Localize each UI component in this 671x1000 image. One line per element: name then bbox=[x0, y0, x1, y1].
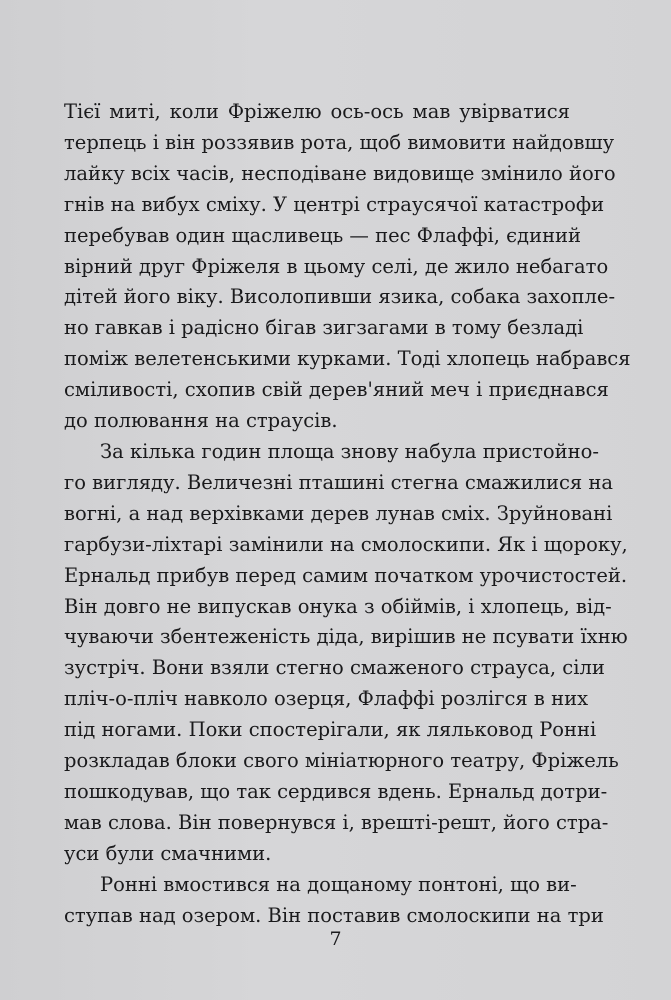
text-line: перебував один щасливець — пес Флаффі, єдиний bbox=[64, 223, 582, 247]
text-line: дітей його віку. Висолопивши язика, собака захоплe- bbox=[64, 285, 616, 309]
text-line: сміливості, схопив свій дерев'яний меч і приєднався bbox=[64, 378, 609, 402]
text-line: до полювання на страусів. bbox=[64, 409, 338, 433]
text-line: гарбузи-ліхтарі замінили на смолоскипи. Як і щороку, bbox=[64, 532, 628, 556]
paragraph-2 bbox=[64, 437, 628, 870]
page-number: 7 bbox=[329, 928, 342, 950]
text-line: Він довго не випускав онука з обіймів, і хлопець, від- bbox=[64, 594, 612, 618]
paragraph-1 bbox=[64, 97, 631, 437]
text-line: мав слова. Він повернувся і, врешті-решт, його стра- bbox=[64, 810, 609, 834]
text-line: Ронні вмостився на дощаному понтоні, що ви- bbox=[100, 872, 577, 896]
text-line: гнів на вибух сміху. У центрі страусячої катастрофи bbox=[64, 192, 605, 216]
text-line: зустріч. Вони взяли стегно смаженого страуса, сіли bbox=[64, 656, 605, 680]
text-line: уси були смачними. bbox=[64, 841, 272, 865]
text-line: поміж велетенськими курками. Тоді хлопець набрався bbox=[64, 347, 631, 371]
text-line: пліч-о-пліч навколо озерця, Флаффі розлігся в них bbox=[64, 687, 589, 711]
text-line: но гавкав і радісно бігав зигзагами в тому безладі bbox=[64, 316, 584, 340]
text-line: вогні, а над верхівками дерев лунав сміх. Зруйновані bbox=[64, 501, 613, 525]
text-line: пошкодував, що так сердився вдень. Ернальд дотри- bbox=[64, 779, 608, 803]
text-line: розкладав блоки свого мініатюрного театру, Фріжель bbox=[64, 749, 619, 773]
text-line: під ногами. Поки спостерігали, як лялькoвод Ронні bbox=[64, 718, 597, 742]
text-line: Ернальд прибув перед самим початком урочистостей. bbox=[64, 563, 628, 587]
text-line: ступав над озером. Він поставив смолоскипи на три bbox=[64, 903, 604, 927]
text-line: За кілька годин площа знову набула пристойно- bbox=[100, 439, 599, 463]
text-line: вірний друг Фріжеля в цьому селі, де жило небагато bbox=[64, 254, 609, 278]
text-line: чуваючи збентеженість діда, вирішив не псувати їхню bbox=[64, 625, 628, 649]
paragraph-3 bbox=[64, 870, 604, 932]
text-line: Тієї миті, коли Фріжелю ось-ось мав увірватися bbox=[64, 100, 570, 123]
text-line: терпець і він роззявив рота, щоб вимовити найдовшу bbox=[64, 130, 615, 154]
text-line: лайку всіх часів, несподіване видовище змінило його bbox=[64, 161, 616, 185]
text-line: го вигляду. Величезні пташині стегна смажилися на bbox=[64, 470, 613, 494]
body-text bbox=[64, 97, 631, 931]
